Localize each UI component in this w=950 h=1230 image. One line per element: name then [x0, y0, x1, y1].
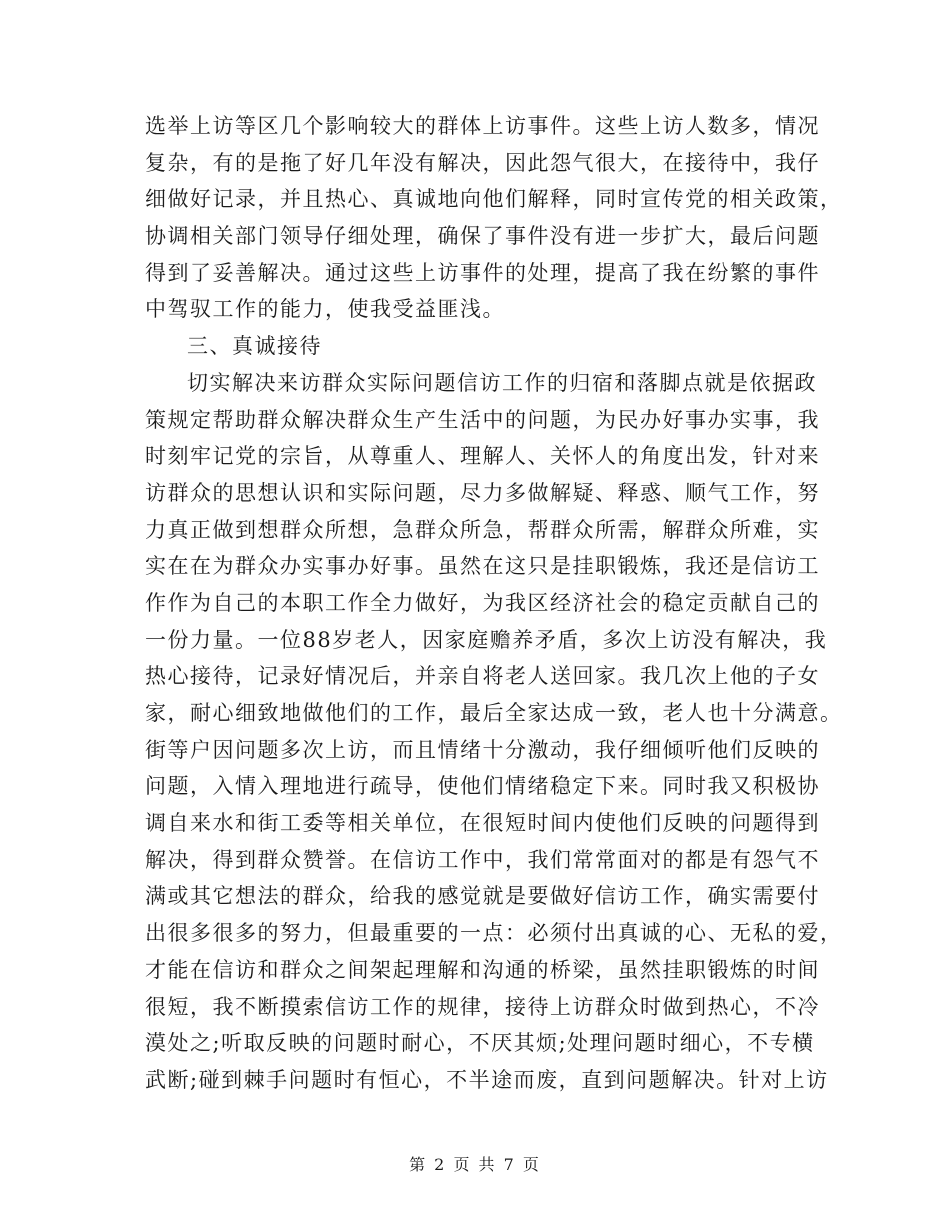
body-line: 解决，得到群众赞誉。在信访工作中，我们常常面对的都是有怨气不 [145, 847, 820, 872]
body-line: 武断;碰到棘手问题时有恒心，不半途而废，直到问题解决。针对上访 [145, 1067, 829, 1092]
body-line: 访群众的思想认识和实际问题，尽力多做解疑、释惑、顺气工作，努 [145, 480, 820, 505]
document-body [145, 108, 843, 1099]
body-line: 中驾驭工作的能力，使我受益匪浅。 [145, 297, 505, 322]
body-line: 漠处之;听取反映的问题时耐心，不厌其烦;处理问题时细心，不专横 [145, 1031, 815, 1056]
body-line: 细做好记录，并且热心、真诚地向他们解释，同时宣传党的相关政策， [145, 187, 843, 212]
body-line: 一份力量。一位88岁老人，因家庭赡养矛盾，多次上访没有解决，我 [145, 627, 828, 652]
body-line: 出很多很多的努力，但最重要的一点：必须付出真诚的心、无私的爱， [145, 921, 843, 946]
body-line: 力真正做到想群众所想，急群众所急，帮群众所需，解群众所难，实 [145, 517, 820, 542]
body-line: 调自来水和街工委等相关单位，在很短时间内使他们反映的问题得到 [145, 811, 820, 836]
body-line: 得到了妥善解决。通过这些上访事件的处理，提高了我在纷繁的事件 [145, 260, 820, 285]
body-line: 家，耐心细致地做他们的工作，最后全家达成一致，老人也十分满意。 [145, 701, 843, 725]
body-line: 街等户因问题多次上访，而且情绪十分激动，我仔细倾听他们反映的 [145, 737, 820, 762]
body-line: 时刻牢记党的宗旨，从尊重人、理解人、关怀人的角度出发，针对来 [145, 444, 820, 469]
body-line: 很短，我不断摸索信访工作的规律，接待上访群众时做到热心，不冷 [145, 994, 820, 1019]
body-line: 协调相关部门领导仔细处理，确保了事件没有进一步扩大，最后问题 [145, 224, 820, 249]
body-line: 选举上访等区几个影响较大的群体上访事件。这些上访人数多，情况 [145, 114, 820, 138]
body-line: 复杂，有的是拖了好几年没有解决，因此怨气很大，在接待中，我仔 [145, 150, 820, 175]
page-number: 第 2 页 共 7 页 [409, 1155, 541, 1174]
section-heading: 三、真诚接待 [187, 334, 322, 359]
body-line: 问题，入情入理地进行疏导，使他们情绪稳定下来。同时我又积极协 [145, 774, 820, 799]
body-line: 才能在信访和群众之间架起理解和沟通的桥梁，虽然挂职锻炼的时间 [145, 957, 820, 982]
body-line: 实在在为群众办实事办好事。虽然在这只是挂职锻炼，我还是信访工 [145, 554, 820, 579]
body-line: 满或其它想法的群众，给我的感觉就是要做好信访工作，确实需要付 [145, 884, 820, 909]
body-line: 策规定帮助群众解决群众生产生活中的问题，为民办好事办实事，我 [145, 407, 820, 432]
body-line: 热心接待，记录好情况后，并亲自将老人送回家。我几次上他的子女 [145, 664, 820, 689]
body-line: 切实解决来访群众实际问题信访工作的归宿和落脚点就是依据政 [187, 370, 817, 395]
body-line: 作作为自己的本职工作全力做好，为我区经济社会的稳定贡献自己的 [145, 590, 820, 615]
